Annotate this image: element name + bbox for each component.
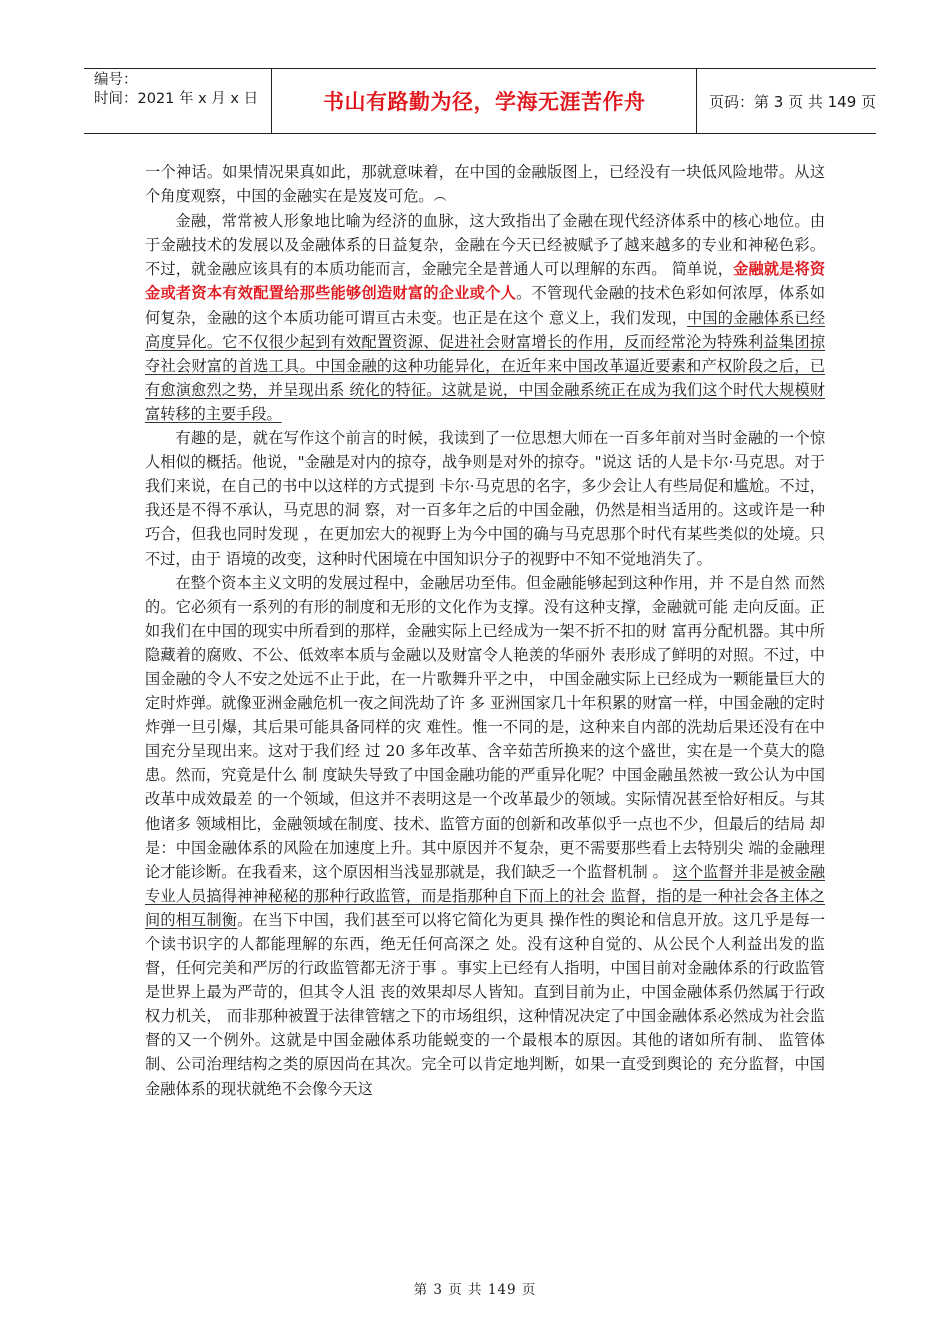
header-motto: 书山有路勤为径，学海无涯苦作舟 <box>272 69 697 133</box>
paragraph-4 <box>145 571 825 1101</box>
doc-number-label: 编号： <box>94 72 138 88</box>
paragraph-2-underlined: 中国的金融体系已经高度异化。它不仅很少起到有效配置资源、促进社会财富增长的作用，反而经常沦为特殊利益集团掠夺社会财富的首选工具。中国金融的这种功能异化，在近年来中国改革逼近要素和产权阶段之后，已有愈演愈烈之势，并呈现出系 统化的特征。这就是说，中国金融系统正在成为我们这个时代大规模财富转移的主要手段。 <box>145 308 826 423</box>
paragraph-3: 有趣的是，就在写作这个前言的时候，我读到了一位思想大师在一百多年前对当时金融的一个惊人相似的概括。他说，"金融是对内的掠夺，战争则是对外的掠夺。"说这 话的人是卡尔·马克思。对于我们来说，在自己的书中以这样的方式提到 卡尔·马克思的名字，多少会让人有些局促和尴尬。不过，我还是不得不承认，马克思的洞 察，对一百多年之后的中国金融，仍然是相当适用的。这或许是一种巧合，但我也同时发现 ，在更加宏大的视野上为今中国的确与马克思那个时代有某些类似的处境。只不过，由于 语境的改变，这种时代困境在中国知识分子的视野中不知不觉地消失了。 <box>145 429 825 568</box>
document-body <box>145 160 825 1101</box>
editor-mark-icon: ︵ <box>433 189 447 205</box>
paragraph-2-text-b: 。不管现代金融的技术色彩如何浓厚，体系如何复杂，金融的这个本质功能可谓亘古未变。也正是在这个 意义上，我们发现， <box>145 284 826 327</box>
paragraph-1-text: 一个神话。如果情况果真如此，那就意味着，在中国的金融版图上，已经没有一块低风险地带。从这个角度观察，中国的金融实在是岌岌可危。 <box>145 163 825 206</box>
paragraph-4-text-a: 在整个资本主义文明的发展过程中，金融居功至伟。但金融能够起到这种作用，并 不是自然 而然的。它必须有一系列的有形的制度和无形的文化作为支撑。没有这种支撑，金融就可能 走向反面。正如我们在中国的现实中所看到的那样，金融实际上已经成为一架不折不扣的财 富再分配机器。其中所隐藏着的腐败、不公、低效率本质与金融以及财富令人艳羡的华丽外 表形成了鲜明的对照。不过，中国金融的令人不安之处远不止于此，在一片歌舞升平之中， 中国金融实际上已经成为一颗能量巨大的定时炸弹。就像亚洲金融危机一夜之间洗劫了许 多 亚洲国家几十年积累的财富一样，中国金融的定时炸弹一旦引爆，其后果可能具备同样的灾 难性。惟一不同的是，这种来自内部的洗劫后果还没有在中国充分呈现出来。这对于我们经 过 20 多年改革、含辛茹苦所换来的这个盛世，实在是一个莫大的隐患。然而，究竟是什么 制 度缺失导致了中国金融功能的严重异化呢？中国金融虽然被一致公认为中国改革中成效最差 的一个领域，但这并不表明这是一个改革最少的领域。实际情况甚至恰好相反。与其他诸多 领域相比，金融领域在制度、技术、监管方面的创新和改革似乎一点也不少，但最后的结局 却是：中国金融体系的风险在加速度上升。其中原因并不复杂，更不需要那些看上去特别尖 端的金融理论才能诊断。在我看来，这个原因相当浅显那就是，我们缺乏一个监督机制 。 <box>145 573 825 881</box>
paragraph-2-highlight: 金融就是将资金或者资本有效配置给那些能够创造财富的企业或个人 <box>145 260 826 303</box>
paragraph-2-text-a: 金融，常常被人形象地比喻为经济的血脉，这大致指出了金融在现代经济体系中的核心地位。由于金融技术的发展以及金融体系的日益复杂，金融在今天已经被赋予了越来越多的专业和神秘色彩。不过，就金融应该具有的本质功能而言，金融完全是普通人可以理解的东西。 简单说， <box>145 212 825 279</box>
page-footer: 第 3 页 共 149 页 <box>413 1282 537 1298</box>
document-header <box>84 68 876 134</box>
paragraph-2 <box>145 209 825 426</box>
paragraph-4-text-b: 。在当下中国，我们甚至可以将它简化为更具 操作性的舆论和信息开放。这几乎是每一个读书识字的人都能理解的东西，绝无任何高深之 处。没有这种自觉的、从公民个人利益出发的监督，任何完美和严厉的行政监管都无济于事 。事实上已经有人指明，中国目前对金融体系的行政监管是世界上最为严苛的，但其令人沮 丧的效果却尽人皆知。直到目前为止，中国金融体系仍然属于行政权力机关， 而非那种被置于法律管辖之下的市场组织，这种情况决定了中国金融体系必然成为社会监 督的又一个例外。这就是中国金融体系功能蜕变的一个最根本的原因。其他的诸如所有制、 监管体制、公司治理结构之类的原因尚在其次。完全可以肯定地判断，如果一直受到舆论的 充分监督，中国金融体系的现状就绝不会像今天这 <box>145 910 826 1098</box>
paragraph-1 <box>145 160 825 209</box>
date-label: 时间：2021 年 x 月 x 日 <box>94 91 259 107</box>
paragraph-4-underlined: 这个监督并非是被金融专业人员搞得神神秘秘的那种行政监管，而是指那种自下而上的社会 监督，指的是一种社会各主体之间的相互制衡 <box>145 862 826 929</box>
header-page-indicator: 页码：第 3 页 共 149 页 <box>708 92 876 111</box>
header-meta-cell <box>84 69 272 133</box>
